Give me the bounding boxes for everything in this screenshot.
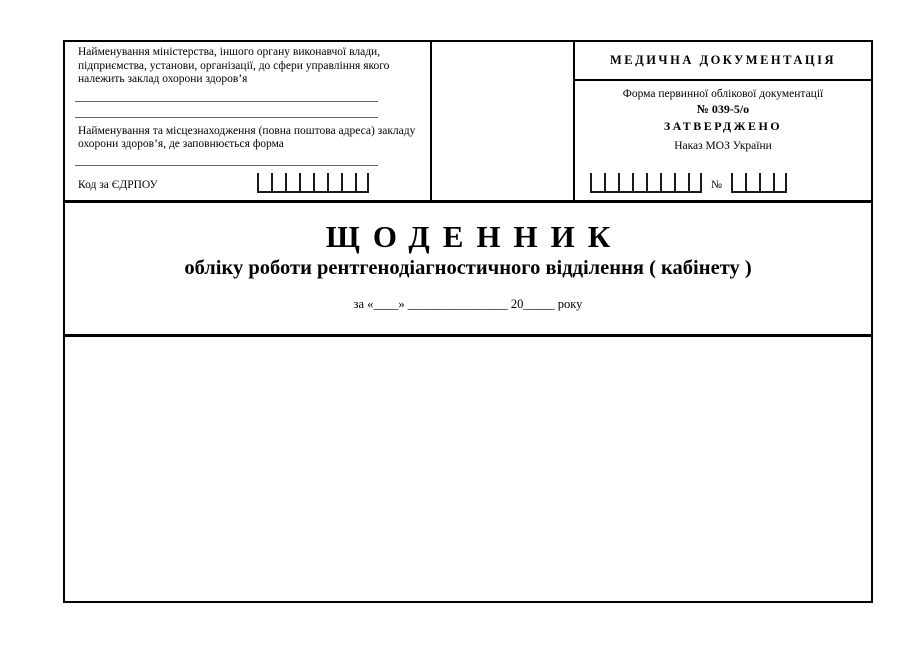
- comb-cell: [271, 173, 285, 193]
- ministry-fill-line-1: [75, 101, 378, 102]
- comb-cell: [660, 173, 674, 193]
- comb-cell: [299, 173, 313, 193]
- comb-cell: [285, 173, 299, 193]
- header-left-cell: [65, 42, 432, 200]
- order-comb-row: [590, 173, 787, 193]
- comb-cell: [745, 173, 759, 193]
- comb-cell: [341, 173, 355, 193]
- edrpou-code-comb: [257, 173, 369, 193]
- comb-cell: [590, 173, 604, 193]
- number-sign: №: [711, 179, 722, 191]
- header-middle-cell: [432, 42, 573, 200]
- comb-cell: [618, 173, 632, 193]
- comb-cell: [759, 173, 773, 193]
- approved-label: ЗАТВЕРДЖЕНО: [663, 119, 783, 133]
- comb-cell: [674, 173, 688, 193]
- order-date-comb: [590, 173, 702, 193]
- period-fill-line: за «____» ________________ 20_____ року: [353, 297, 583, 311]
- comb-cell: [313, 173, 327, 193]
- comb-cell: [688, 173, 702, 193]
- comb-cell: [731, 173, 745, 193]
- ministry-label: Найменування міністерства, іншого органу виконавчої влади, підприємства, установи, організації, до сфери управління якого належить заклад охорони здоров’я: [78, 46, 390, 85]
- address-fill-line: [75, 165, 378, 166]
- comb-cell: [632, 173, 646, 193]
- form-header-band: [65, 42, 871, 203]
- edrpou-row: [78, 173, 418, 193]
- document-title: ЩОДЕННИК: [325, 219, 624, 254]
- form-meta-block: [575, 88, 871, 152]
- comb-cell: [355, 173, 369, 193]
- order-number-comb: [731, 173, 787, 193]
- comb-cell: [257, 173, 271, 193]
- document-subtitle: обліку роботи рентгенодіагностичного відділення ( кабінету ): [184, 257, 752, 279]
- medical-documentation-title: МЕДИЧНА ДОКУМЕНТАЦІЯ: [575, 42, 871, 81]
- edrpou-label: Код за ЄДРПОУ: [78, 178, 158, 191]
- comb-cell: [604, 173, 618, 193]
- form-type-label: Форма первинної облікової документації: [622, 88, 824, 100]
- comb-cell: [327, 173, 341, 193]
- title-band: [65, 206, 871, 337]
- comb-cell: [646, 173, 660, 193]
- form-outer-frame: [63, 40, 873, 603]
- empty-body-area: [65, 340, 871, 601]
- order-label: Наказ МОЗ України: [674, 140, 772, 152]
- address-label: Найменування та місцезнаходження (повна поштова адреса) закладу охорони здоров’я, де заповнюється форма: [78, 124, 416, 150]
- header-right-cell: [573, 42, 871, 200]
- ministry-fill-line-2: [75, 117, 378, 118]
- comb-cell: [773, 173, 787, 193]
- form-number: № 039-5/о: [696, 102, 750, 116]
